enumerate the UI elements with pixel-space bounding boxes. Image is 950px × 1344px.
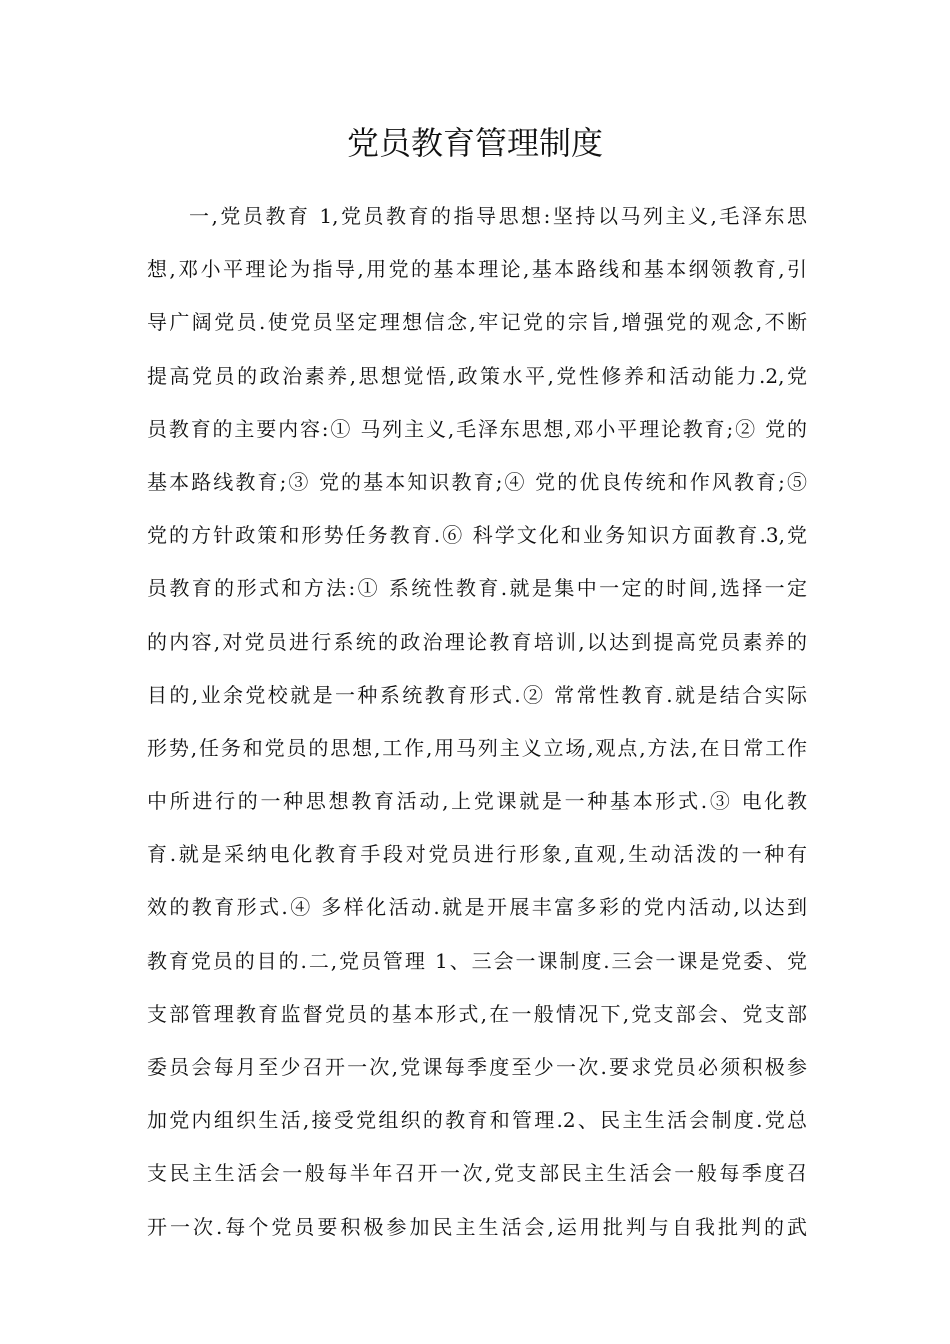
body-line: 开一次.每个党员要积极参加民主生活会,运用批判与自我批判的武 xyxy=(147,1214,807,1239)
body-line: 提高党员的政治素养,思想觉悟,政策水平,党性修养和活动能力.2,党 xyxy=(147,363,807,388)
body-line: 基本路线教育;③ 党的基本知识教育;④ 党的优良传统和作风教育;⑤ xyxy=(147,469,807,494)
body-line: 效的教育形式.④ 多样化活动.就是开展丰富多彩的党内活动,以达到 xyxy=(147,895,807,920)
body-line: 员教育的主要内容:① 马列主义,毛泽东思想,邓小平理论教育;② 党的 xyxy=(147,416,807,441)
body-line: 目的,业余党校就是一种系统教育形式.② 常常性教育.就是结合实际 xyxy=(147,682,807,707)
body-line: 的内容,对党员进行系统的政治理论教育培训,以达到提高党员素养的 xyxy=(147,629,807,654)
body-line: 教育党员的目的.二,党员管理 1、三会一课制度.三会一课是党委、党 xyxy=(147,948,807,973)
body-line: 形势,任务和党员的思想,工作,用马列主义立场,观点,方法,在日常工作 xyxy=(147,735,807,760)
body-line: 导广阔党员.使党员坚定理想信念,牢记党的宗旨,增强党的观念,不断 xyxy=(147,310,807,335)
body-line: 想,邓小平理论为指导,用党的基本理论,基本路线和基本纲领教育,引 xyxy=(147,257,807,282)
document-title: 党员教育管理制度 xyxy=(346,124,603,162)
body-line: 加党内组织生活,接受党组织的教育和管理.2、民主生活会制度.党总 xyxy=(147,1108,807,1133)
body-line: 一,党员教育 1,党员教育的指导思想:坚持以马列主义,毛泽东思 xyxy=(189,204,807,228)
body-line: 支民主生活会一般每半年召开一次,党支部民主生活会一般每季度召 xyxy=(147,1161,807,1186)
document-body xyxy=(147,190,807,1254)
body-line: 委员会每月至少召开一次,党课每季度至少一次.要求党员必须积极参 xyxy=(147,1055,807,1079)
body-line: 中所进行的一种思想教育活动,上党课就是一种基本形式.③ 电化教 xyxy=(147,789,807,814)
body-line: 育.就是采纳电化教育手段对党员进行形象,直观,生动活泼的一种有 xyxy=(147,842,807,867)
body-line: 党的方针政策和形势任务教育.⑥ 科学文化和业务知识方面教育.3,党 xyxy=(147,523,807,548)
body-line: 支部管理教育监督党员的基本形式,在一般情况下,党支部会、党支部 xyxy=(147,1001,807,1026)
body-line: 员教育的形式和方法:① 系统性教育.就是集中一定的时间,选择一定 xyxy=(147,576,807,601)
